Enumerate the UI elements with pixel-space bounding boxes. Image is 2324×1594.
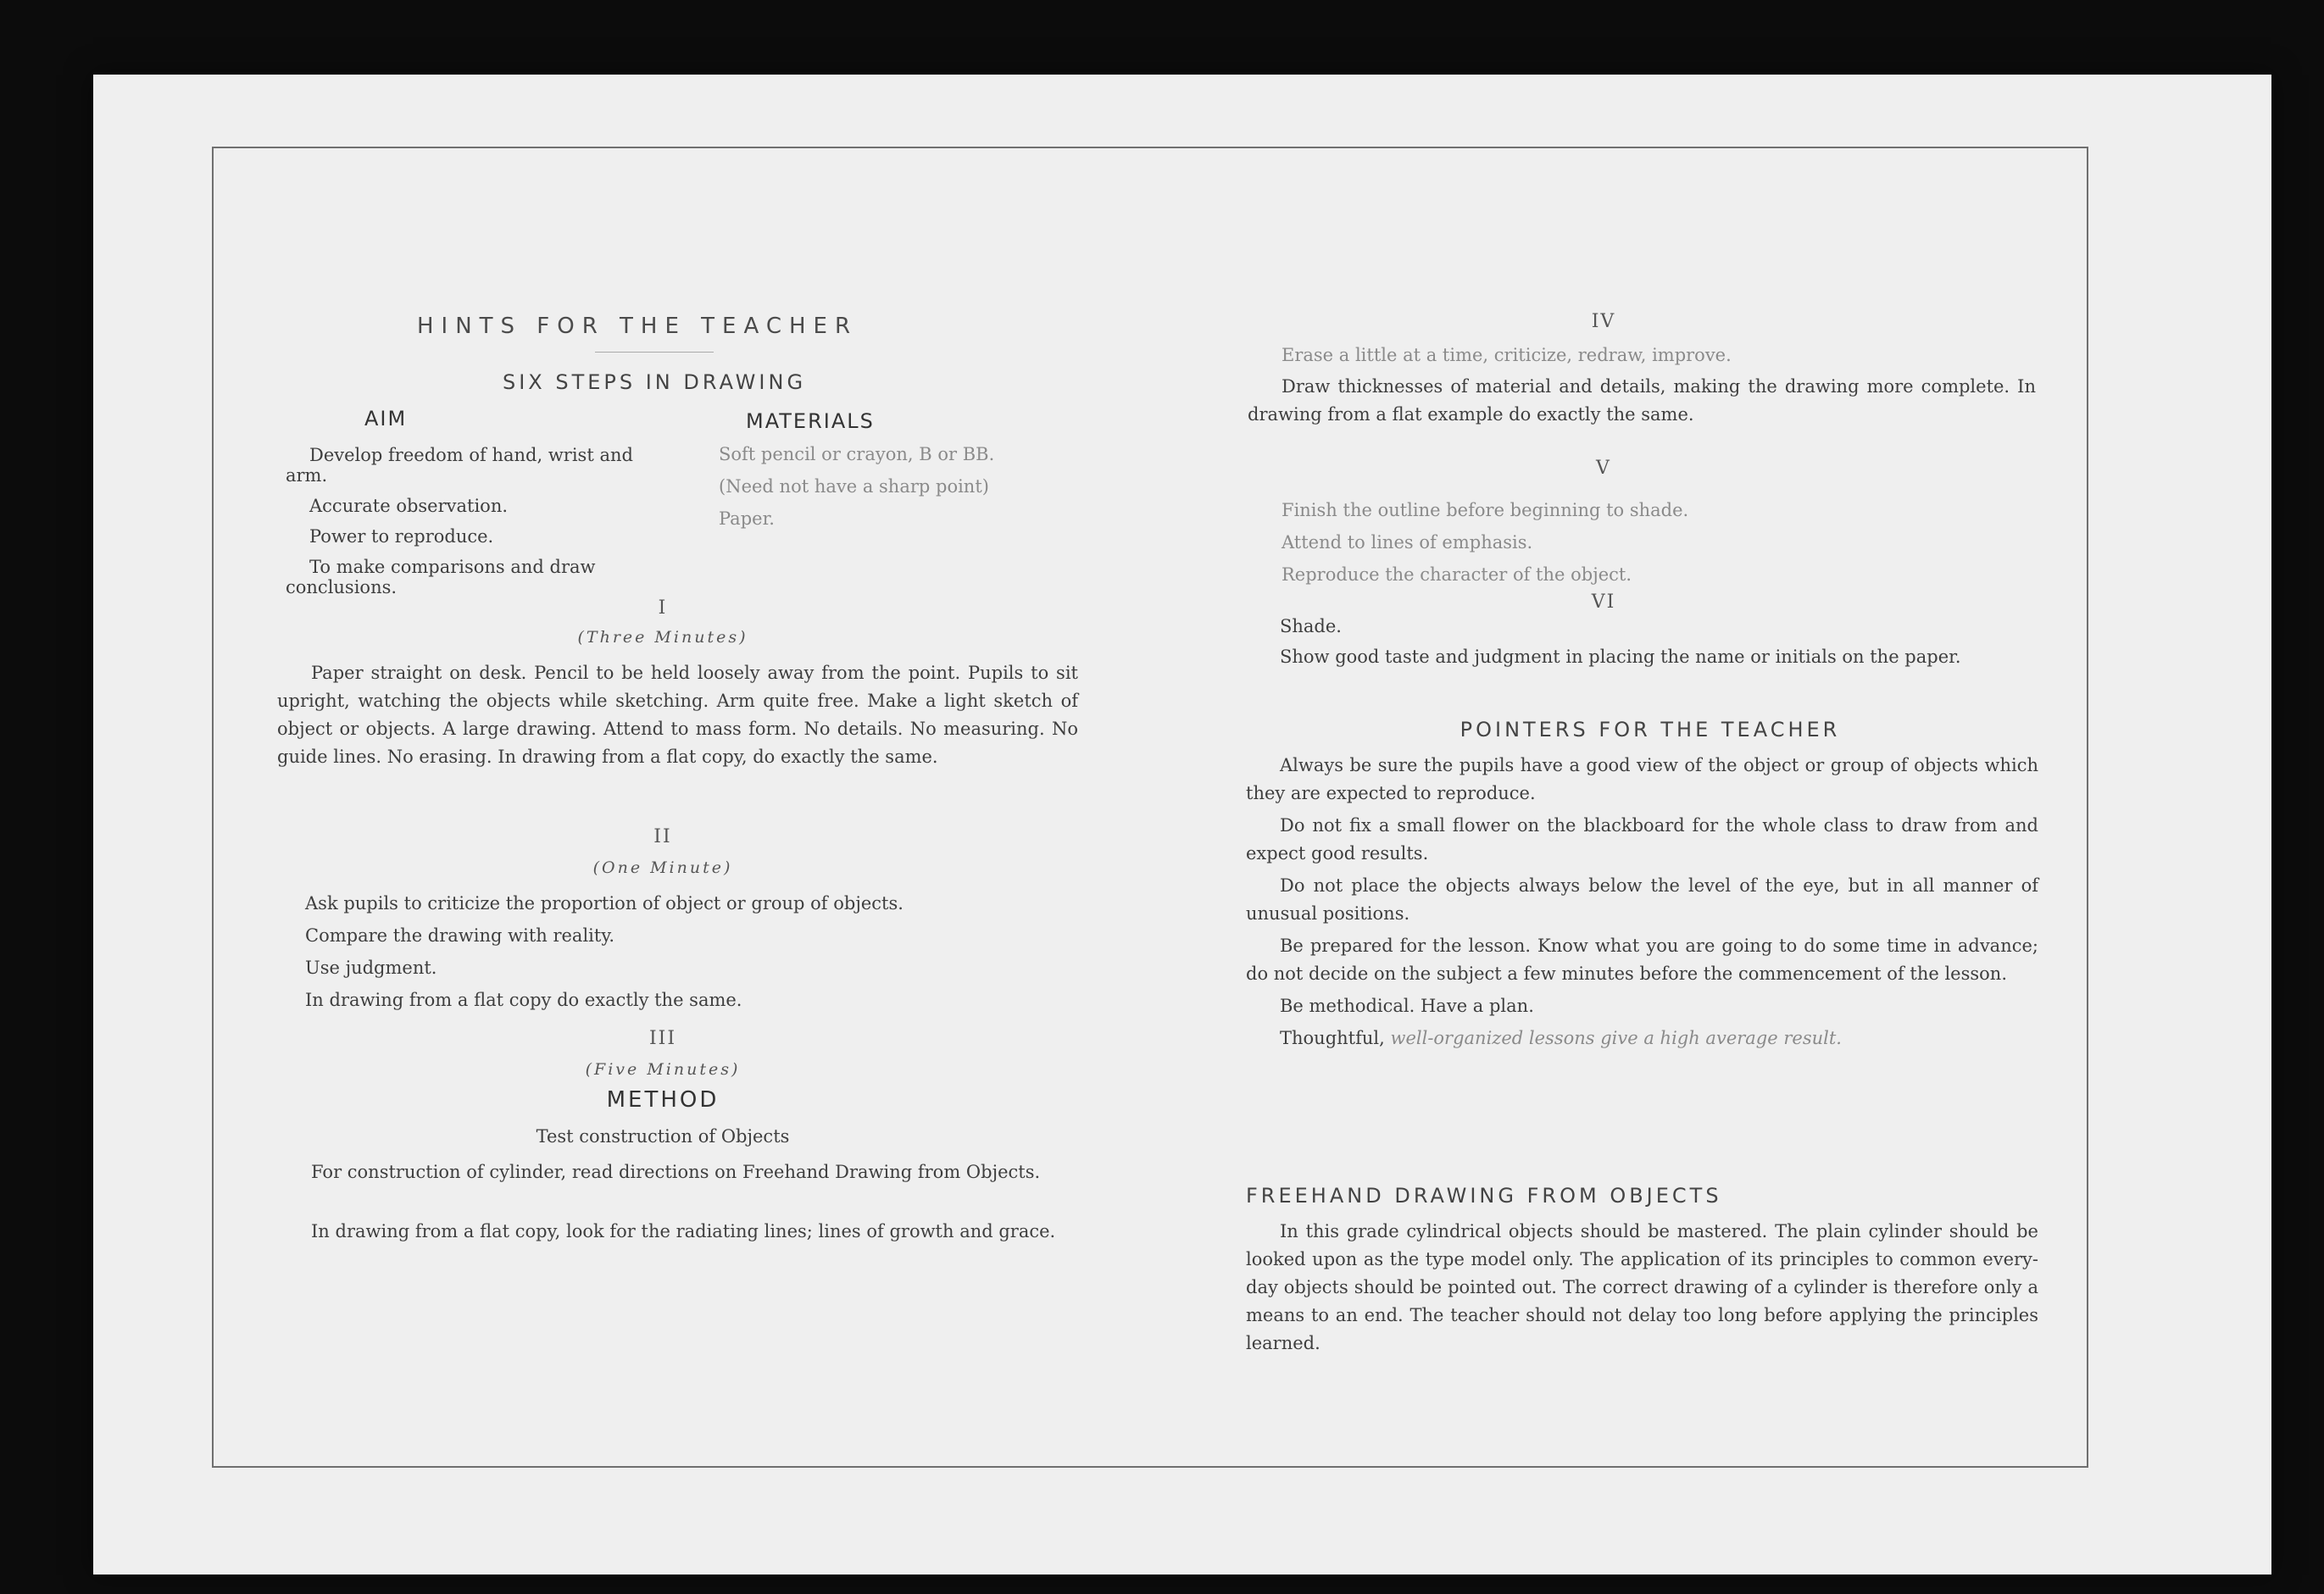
materials-heading: MATERIALS bbox=[746, 409, 875, 433]
aim-item: Develop freedom of hand, wrist and arm. bbox=[286, 445, 633, 486]
step-5-line: Reproduce the character of the object. bbox=[1282, 564, 1632, 585]
title-rule bbox=[595, 352, 714, 353]
step-5-numeral: V bbox=[1596, 458, 1611, 479]
materials-list bbox=[719, 443, 1100, 530]
step-6-para: Show good taste and judgment in placing the name or initials on the paper. bbox=[1280, 647, 1961, 667]
step-6-line: Shade. bbox=[1280, 616, 1342, 636]
pointer-item: Be prepared for the lesson. Know what you are going to do some time in advance; do not decide on the subject a few minutes before the commencement of the lesson. bbox=[1246, 936, 2038, 984]
materials-item: (Need not have a sharp point) bbox=[719, 476, 989, 497]
step-2-numeral: II bbox=[653, 826, 672, 847]
step-5-list bbox=[1282, 494, 2044, 591]
step-4-line: Erase a little at a time, criticize, redraw, improve. bbox=[1282, 345, 1732, 365]
hints-title: HINTS FOR THE TEACHER bbox=[416, 314, 859, 339]
document-page bbox=[93, 75, 2271, 1575]
pointers-heading: POINTERS FOR THE TEACHER bbox=[1459, 718, 1841, 741]
step-4-para: Draw thicknesses of material and details, making the drawing more complete. In drawing from a flat example do exactly the same. bbox=[1248, 376, 2036, 425]
step-2-line: Compare the drawing with reality. bbox=[305, 925, 615, 946]
pointer-item: Always be sure the pupils have a good view of the object or group of objects which they are expected to reproduce. bbox=[1246, 755, 2038, 803]
step-2-list bbox=[305, 887, 1085, 1016]
materials-item: Paper. bbox=[719, 508, 775, 529]
method-para-2: In drawing from a flat copy, look for the radiating lines; lines of growth and grace. bbox=[311, 1221, 1056, 1241]
step-3-minutes: (Five Minutes) bbox=[585, 1060, 741, 1079]
method-heading: METHOD bbox=[606, 1087, 720, 1113]
step-2-line: In drawing from a flat copy do exactly the same. bbox=[305, 990, 742, 1010]
step-5-line: Finish the outline before beginning to shade. bbox=[1282, 500, 1689, 520]
pointer-item: Be methodical. Have a plan. bbox=[1280, 996, 1534, 1016]
aim-item: Accurate observation. bbox=[309, 496, 509, 516]
step-3-numeral: III bbox=[648, 1028, 677, 1049]
pointer-item-last bbox=[1246, 1025, 2038, 1052]
step-4-numeral: IV bbox=[1591, 311, 1616, 332]
step-1-text: Paper straight on desk. Pencil to be held loosely away from the point. Pupils to sit upright, watching the objects while sketching. Arm quite free. Make a light sketch of object or objects. A large drawing. Attend to mass form. No details. No measuring. No guide lines. No erasing. In drawing from a flat copy, do exactly the same. bbox=[277, 663, 1078, 767]
pointer-last-plain: Thoughtful, bbox=[1280, 1028, 1385, 1048]
pointer-item: Do not fix a small flower on the blackboard for the whole class to draw from and expect good results. bbox=[1246, 815, 2038, 864]
step-5-line: Attend to lines of emphasis. bbox=[1282, 532, 1533, 553]
materials-item: Soft pencil or crayon, B or BB. bbox=[719, 444, 995, 464]
step-6-numeral: VI bbox=[1591, 592, 1616, 613]
pointer-last-italic: well-organized lessons give a high average result. bbox=[1390, 1028, 1842, 1048]
aim-item: Power to reproduce. bbox=[309, 526, 494, 547]
freehand-text: In this grade cylindrical objects should be mastered. The plain cylinder should be looked upon as the type model only. The application of its principles to common every-day objects should be pointed out. The correct drawing of a cylinder is therefore only a means to an end. The teacher should not delay too long before applying the principles learned. bbox=[1246, 1221, 2038, 1353]
step-2-line: Ask pupils to criticize the proportion of object or group of objects. bbox=[305, 893, 903, 914]
method-para-1: For construction of cylinder, read directions on Freehand Drawing from Objects. bbox=[311, 1162, 1041, 1182]
six-steps-title: SIX STEPS IN DRAWING bbox=[502, 370, 807, 394]
aim-list bbox=[286, 445, 659, 597]
page-frame bbox=[212, 147, 2088, 1468]
step-1-minutes: (Three Minutes) bbox=[577, 628, 748, 647]
step-2-minutes: (One Minute) bbox=[592, 858, 733, 877]
step-1-numeral: I bbox=[658, 597, 668, 619]
freehand-heading: FREEHAND DRAWING FROM OBJECTS bbox=[1246, 1184, 1722, 1208]
method-subheading: Test construction of Objects bbox=[536, 1126, 790, 1147]
aim-heading: AIM bbox=[364, 407, 408, 430]
pointers-list bbox=[1246, 752, 2038, 1052]
step-2-line: Use judgment. bbox=[305, 958, 437, 978]
aim-item: To make comparisons and draw conclusions. bbox=[286, 557, 596, 597]
pointer-item: Do not place the objects always below the level of the eye, but in all manner of unusual positions. bbox=[1246, 875, 2038, 924]
